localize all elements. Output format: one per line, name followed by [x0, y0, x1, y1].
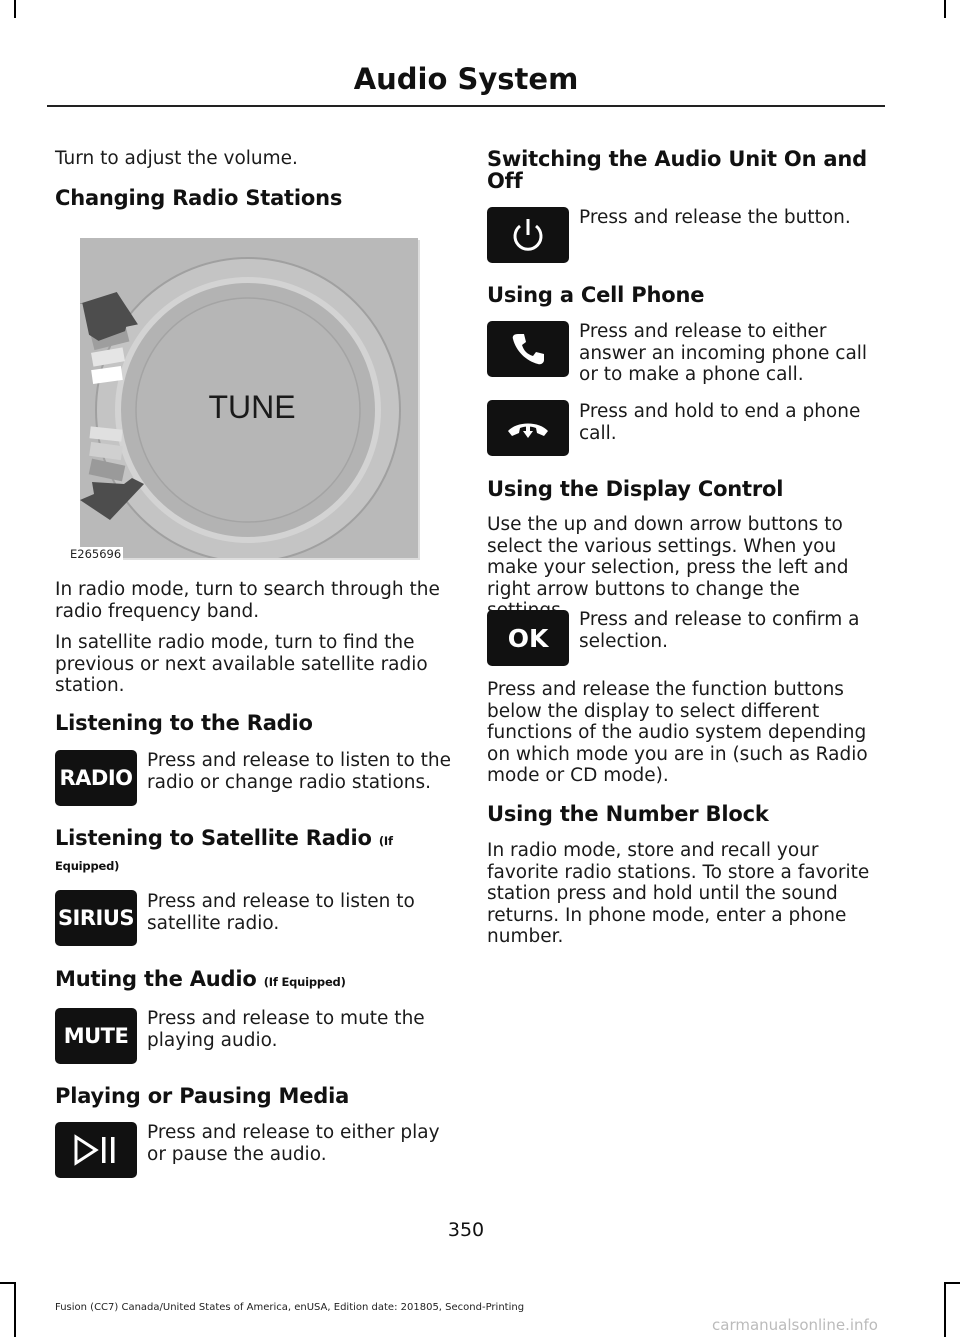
- page-title: Audio System: [353, 62, 579, 96]
- sirius-button-label: SIRIUS: [57, 906, 135, 930]
- page-number: 350: [447, 1219, 485, 1241]
- function-text: Press and release the function buttons below the display to select different functions of the audio system depending on which mode you are in (such as Radio mode or CD mode).: [487, 679, 868, 786]
- play-pause-icon: [72, 1133, 120, 1167]
- answer-text: Press and release to either answer an incoming phone call or to make a phone call.: [579, 321, 868, 385]
- power-button[interactable]: [487, 207, 569, 263]
- edition-line: Fusion (CC7) Canada/United States of America, enUSA, Edition date: 201805, Second-Printing: [55, 1302, 525, 1313]
- radio-text: Press and release to listen to the radio or change radio stations.: [147, 750, 452, 793]
- sirius-text: Press and release to listen to satellite radio.: [147, 891, 415, 934]
- display-text: Use the up and down arrow buttons to select the various settings. When you make your selection, press the left and right arrow buttons to change the: [487, 514, 849, 600]
- display-control-heading: Using the Display Control: [487, 477, 784, 501]
- mute-button[interactable]: [55, 1008, 137, 1064]
- crop-mark-top-left-vertical: [14, 0, 16, 18]
- radio-button-label: RADIO: [59, 766, 133, 790]
- crop-mark-bottom-left-horizontal: [0, 1282, 16, 1284]
- header-divider: [47, 105, 885, 107]
- power-text: Press and release the button.: [579, 207, 851, 228]
- muting-heading-note: (If Equipped): [263, 975, 346, 989]
- satellite-heading-text: Listening to Satellite Radio: [55, 826, 372, 850]
- satellite-radio-heading: [55, 827, 435, 877]
- radio-button[interactable]: [55, 750, 137, 806]
- radio-mode-text: In radio mode, turn to search through the radio frequency band.: [55, 579, 440, 622]
- muting-audio-heading: [55, 968, 435, 993]
- end-text: Press and hold to end a phone call.: [579, 401, 861, 444]
- satellite-heading-note-1: (If: [378, 834, 393, 848]
- playing-pausing-heading: Playing or Pausing Media: [55, 1084, 350, 1108]
- tune-knob-svg: [80, 238, 418, 558]
- cell-phone-heading: Using a Cell Phone: [487, 283, 705, 307]
- crop-mark-top-right-vertical: [944, 0, 946, 18]
- number-block-heading: Using the Number Block: [487, 802, 769, 826]
- phone-end-icon: [505, 413, 551, 443]
- play-text: Press and release to either play or pause the audio.: [147, 1122, 440, 1165]
- muting-heading-text: Muting the Audio: [55, 967, 257, 991]
- play-pause-button[interactable]: [55, 1122, 137, 1178]
- ok-button-label: OK: [507, 623, 549, 653]
- crop-mark-bottom-left-vertical: [14, 1282, 16, 1337]
- satellite-heading-note-2: Equipped): [55, 859, 120, 873]
- listening-radio-heading: Listening to the Radio: [55, 711, 313, 735]
- changing-radio-stations-heading: Changing Radio Stations: [55, 186, 343, 210]
- watermark: carmanualsonline.info: [712, 1316, 878, 1334]
- tune-label: TUNE: [208, 389, 296, 425]
- switching-heading: Switching the Audio Unit On and Off: [487, 147, 867, 193]
- tune-knob-illustration: [80, 238, 418, 558]
- phone-answer-button[interactable]: [487, 321, 569, 377]
- satellite-mode-text: In satellite radio mode, turn to find the previous or next available satellite radio station.: [55, 632, 428, 696]
- sirius-button[interactable]: [55, 890, 137, 946]
- volume-text: Turn to adjust the volume.: [55, 148, 298, 169]
- figure-id: E265696: [70, 547, 122, 561]
- mute-text: Press and release to mute the playing audio.: [147, 1008, 425, 1051]
- mute-button-label: MUTE: [63, 1024, 129, 1048]
- crop-mark-bottom-right-horizontal: [944, 1282, 960, 1284]
- power-icon: [508, 215, 548, 255]
- number-text: In radio mode, store and recall your favorite radio stations. To store a favorite station press and hold until the sound returns. In phone mode, enter a phone number.: [487, 840, 870, 947]
- phone-end-button[interactable]: [487, 400, 569, 456]
- ok-button[interactable]: [487, 610, 569, 666]
- phone-answer-icon: [508, 329, 548, 369]
- crop-mark-bottom-right-vertical: [944, 1282, 946, 1337]
- ok-text: Press and release to confirm a selection.: [579, 609, 860, 652]
